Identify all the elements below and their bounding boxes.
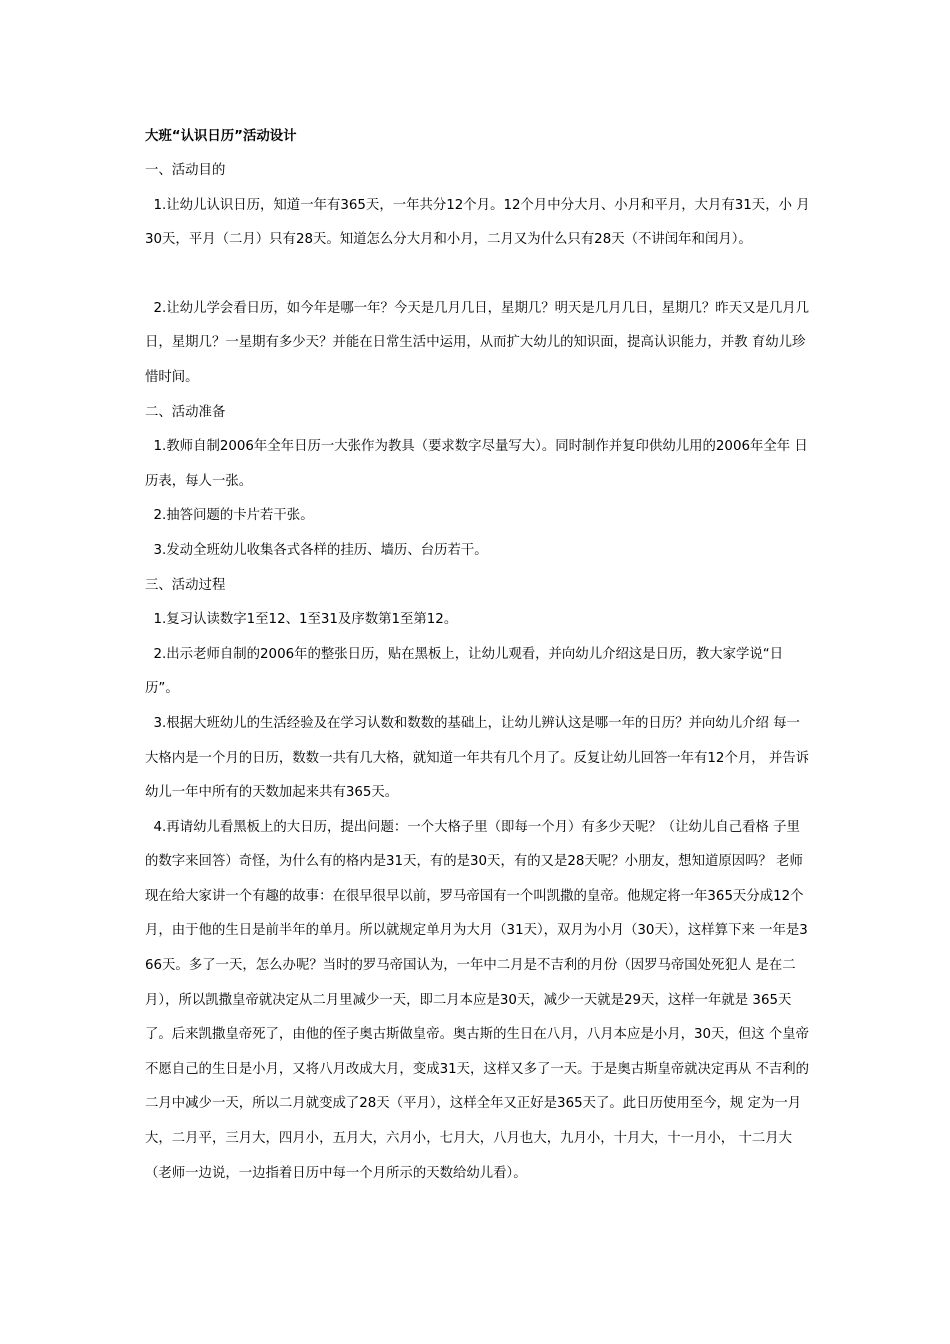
paragraph-gap (145, 258, 813, 292)
document-title: 大班“认识日历”活动设计 (145, 129, 297, 144)
paragraph-process-3: 3.根据大班幼儿的生活经验及在学习认数和数数的基础上，让幼儿辨认这是哪一年的日历？并向幼儿介绍 每一大格内是一个月的日历，数数一共有几大格，就知道一年共有几个月了。反复让幼儿回答一年有12个月， 并告诉幼儿一年中所有的天数加起来共有365天。 (145, 715, 810, 801)
paragraph-preparation-3: 3.发动全班幼儿收集各式各样的挂历、墙历、台历若干。 (145, 542, 488, 558)
paragraph-purpose-2: 2.让幼儿学会看日历，如今年是哪一年？今天是几月几日，星期几？明天是几月几日，星期几？昨天又是几月几日，星期几？一星期有多少天？并能在日常生活中运用，从而扩大幼儿的知识面，提高认识能力，并教 育幼儿珍惜时间。 (145, 300, 810, 385)
document-page (145, 120, 813, 1191)
section-heading-preparation: 二、活动准备 (145, 404, 226, 420)
paragraph-process-4: 4.再请幼儿看黑板上的大日历，提出问题：一个大格子里（即每一个月）有多少天呢？（让幼儿自己看格 子里的数字来回答）奇怪，为什么有的格内是31天，有的是30天，有的又是28天呢？小朋友，想知道原因吗？ 老师现在给大家讲一个有趣的故事：在很早很早以前，罗马帝国有一个叫凯撒的皇帝。他规定将一年365天分成12个月，由于他的生日是前半年的单月。所以就规定单月为大月（31天），双月为小月（30天），这样算下来 一年是366天。多了一天，怎么办呢？当时的罗马帝国认为，一年中二月是不吉利的月份（因罗马帝国处死犯人 是在二月），所以凯撒皇帝就决定从二月里减少一天，即二月本应是30天，减少一天就是29天，这样一年就是 365天了。后来凯撒皇帝死了，由他的侄子奥古斯做皇帝。奥古斯的生日在八月，八月本应是小月，30天，但这 个皇帝不愿自己的生日是小月，又将八月改成大月，变成31天，这样又多了一天。于是奥古斯皇帝就决定再从 不吉利的二月中减少一天，所以二月就变成了28天（平月），这样全年又正好是365天了。此日历使用至今，规 定为一月大，二月平，三月大，四月小，五月大，六月小，七月大，八月也大，九月小，十月大，十一月小， 十二月大（老师一边说，一边指着日历中每一个月所示的天数给幼儿看）。 (145, 819, 810, 1181)
section-heading-purpose: 一、活动目的 (145, 163, 226, 178)
paragraph-preparation-1: 1.教师自制2006年全年日历一大张作为教具（要求数字尽量写大）。同时制作并复印供幼儿用的2006年全年 日历表，每人一张。 (145, 439, 808, 489)
section-heading-process: 三、活动过程 (145, 577, 226, 593)
paragraph-process-2: 2.出示老师自制的2006年的整张日历，贴在黑板上，让幼儿观看，并向幼儿介绍这是日历，教大家学说“日历”。 (145, 646, 784, 697)
paragraph-preparation-2: 2.抽答问题的卡片若干张。 (145, 508, 314, 524)
paragraph-process-1: 1.复习认读数字1至12、1至31及序数第1至第12。 (145, 612, 458, 628)
paragraph-purpose-1: 1.让幼儿认识日历，知道一年有365天，一年共分12个月。12个月中分大月、小月和平月，大月有31天，小 月30天，平月（二月）只有28天。知道怎么分大月和小月，二月又为什么只有28天（不讲闰年和闰月）。 (145, 197, 810, 248)
